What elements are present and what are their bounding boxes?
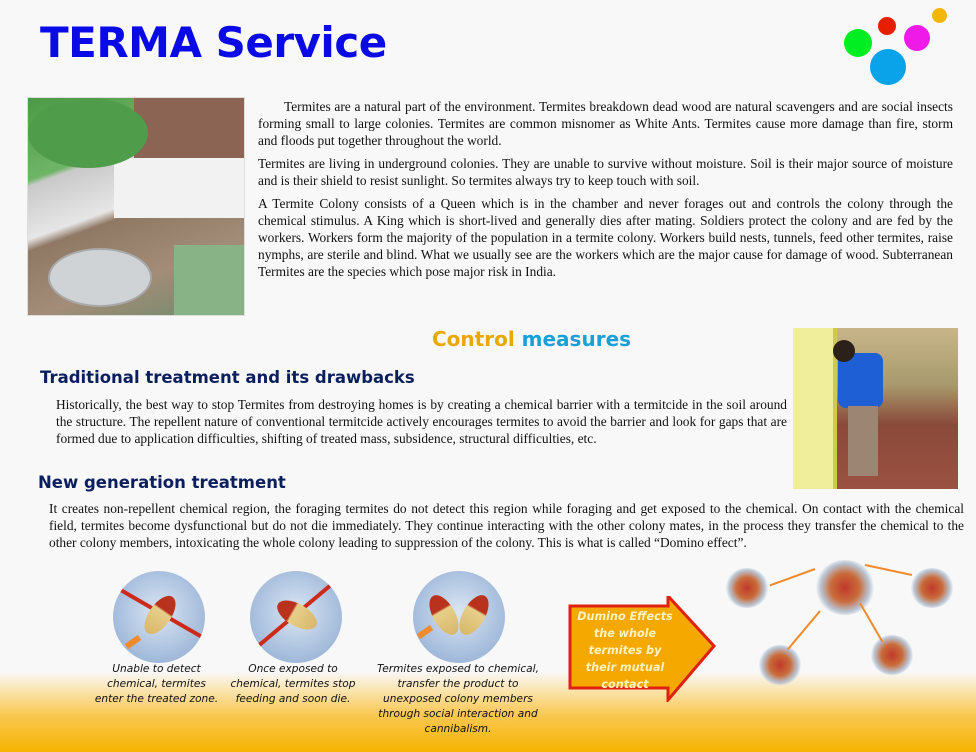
termite-group-icon [725, 568, 769, 608]
arrow-icon [125, 635, 142, 649]
intro-paragraph-3: A Termite Colony consists of a Queen which is in the chamber and never forages out and controls the colony through the chemical stimulus. A King which is short-lived and generally dies after mating. Soldiers protect the colony and are fed by the workers. Workers form the majority of the population in a termite colony. Workers build nests, tunnels, feed other termites, raise nymphs, are sterile and blind. What we usually see are the workers which are the major cause for damage of wood. Subterranean Termites are the species which pose major risk in India. [258, 196, 953, 279]
yellow-wall [793, 328, 837, 489]
measures-word: measures [521, 327, 632, 351]
termite-group-icon [815, 560, 875, 615]
termite-group-icon [910, 568, 954, 608]
control-measures-heading [432, 327, 631, 351]
step-2-termite-image [250, 571, 342, 663]
page-title: TERMA Service [40, 18, 387, 67]
red-dot-icon [878, 17, 896, 35]
control-word: Control [432, 327, 515, 351]
domino-effect-label: Dumino Effects the whole termites by their mutual contact [577, 610, 673, 691]
tree-icon [28, 98, 148, 168]
step-3-caption: Termites exposed to chemical, transfer the product to unexposed colony members through social interaction and cannibalism. [377, 663, 539, 735]
house-termite-colony-image [27, 97, 245, 316]
intro-paragraph-1: Termites are a natural part of the environment. Termites breakdown dead wood are natural scavengers and are social insects forming small to large colonies. Termites are common misnomer as White Ants. Termites cause more damage than fire, storm and floods put together throughout the world. [258, 99, 953, 148]
worker-pants [848, 406, 878, 476]
traditional-heading: Traditional treatment and its drawbacks [40, 368, 415, 387]
lawn [174, 245, 244, 315]
yellow-dot-icon [932, 8, 947, 23]
intro-text [258, 98, 953, 286]
arrow-icon [417, 625, 434, 639]
step-1-termite-image [113, 571, 205, 663]
step-2-caption: Once exposed to chemical, termites stop feeding and soon die. [230, 663, 356, 705]
worker-drilling-image [793, 328, 958, 489]
step-1-caption: Unable to detect chemical, termites enter the treated zone. [94, 663, 219, 705]
blue-dot-icon [870, 49, 906, 85]
house-wall [114, 158, 244, 218]
worker-head [833, 340, 855, 362]
termite-icon [138, 591, 181, 640]
new-generation-text: It creates non-repellent chemical region, the foraging termites do not detect this region while foraging and get exposed to the chemical. On contact with the chemical field, termites become dysfunctional but do not die immediately. They continue interacting with the other colony mates, in the process they transfer the chemical to the other colony members, intoxicating the whole colony leading to suppression of the colony. This is what is called “Domino effect”. [49, 501, 964, 550]
traditional-text: Historically, the best way to stop Termites from destroying homes is by creating a chemical barrier with a termitcide in the soil around the structure. The repellent nature of conventional termitcide actively encourages termites to avoid the barrier and look for gaps that are formed due to application difficulties, shifting of treated mass, subsidence, structural difficulties, etc. [56, 397, 787, 446]
domino-swarm-illustration [720, 560, 970, 700]
step-3-termite-image [413, 571, 505, 663]
green-dot-icon [844, 29, 872, 57]
new-generation-heading: New generation treatment [38, 473, 286, 492]
termite-nest [48, 248, 152, 307]
termite-group-icon [870, 635, 914, 675]
magenta-dot-icon [904, 25, 930, 51]
logo [836, 5, 956, 85]
termite-icon [453, 590, 494, 639]
intro-paragraph-2: Termites are living in underground colonies. They are unable to survive without moisture. Soil is their major source of moisture and is their shield to resist sunlight. So termites always try to keep touch with soil. [258, 156, 953, 188]
termite-group-icon [758, 645, 802, 685]
house-roof [134, 98, 244, 158]
